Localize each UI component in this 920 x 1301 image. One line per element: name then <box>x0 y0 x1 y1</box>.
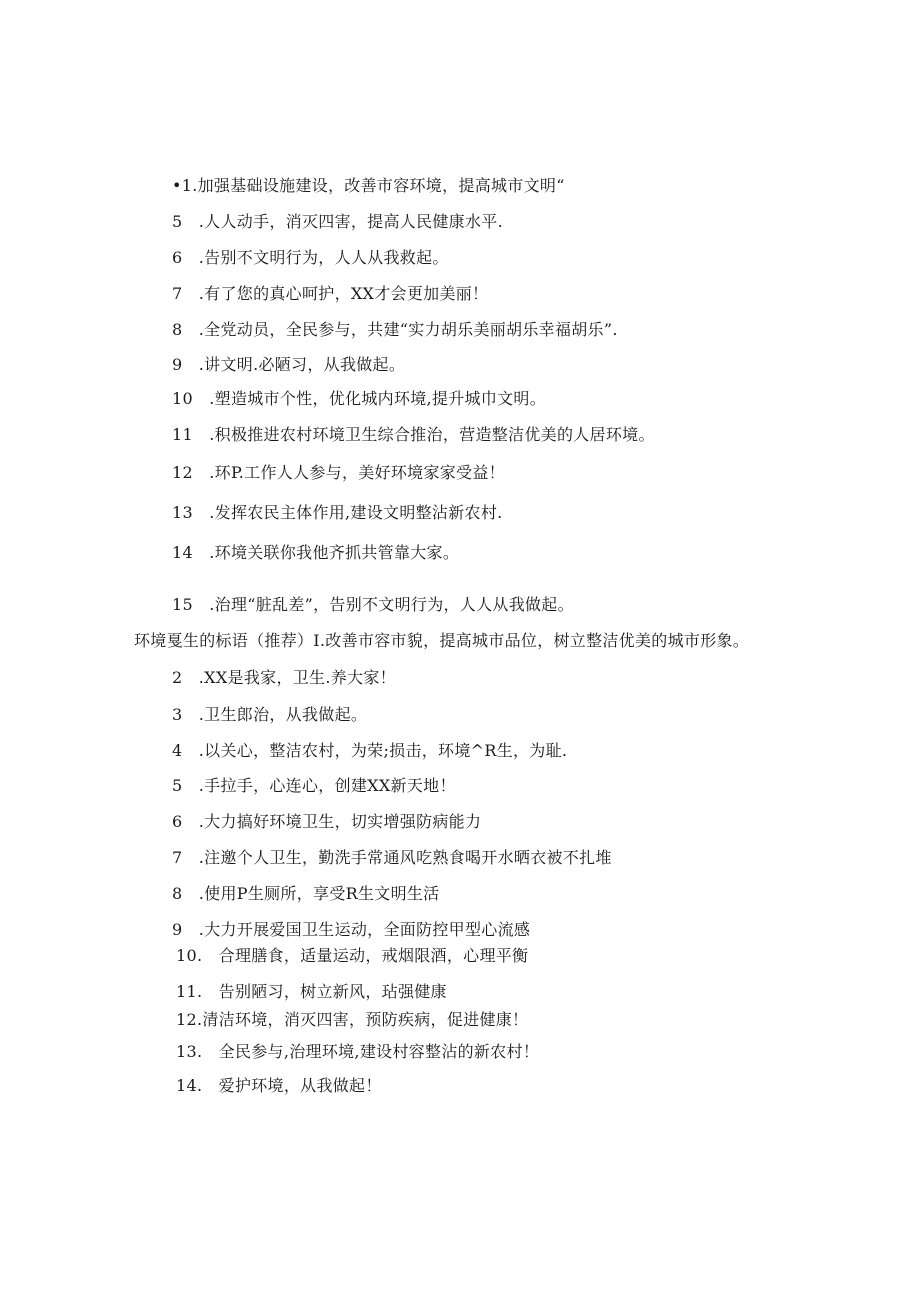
slogan-line: 12 .环P.工作人人参与，美好环境家家受益！ <box>172 463 505 482</box>
slogan-line: 10 .塑造城市个性，优化城内环境,提升城巾文明。 <box>172 389 547 408</box>
slogan-line: 8 .使用P生厕所，享受R生文明生活 <box>172 884 440 903</box>
slogan-line: 13 .发挥农民主体作用,建设文明整沾新农村. <box>172 503 503 522</box>
slogan-line: 9 .讲文明.必陋习，从我做起。 <box>172 355 406 374</box>
slogan-line: 7 .有了您的真心呵护，XX才会更加美丽！ <box>172 284 489 303</box>
slogan-line: 15 .治理“脏乱差”，告别不文明行为，人人从我做起。 <box>172 595 574 614</box>
slogan-line: 11 .积极推进农村环境卫生综合推治，营造整洁优美的人居环境。 <box>172 425 655 444</box>
slogan-line: 9 .大力开展爱国卫生运动，全面防控甲型心流感 <box>172 920 531 939</box>
slogan-line: 13. 全民参与,治理环境,建设村容整沾的新农村！ <box>176 1042 540 1061</box>
slogan-line: 4 .以关心，整洁农村，为荣;损击，环境^R生，为耻. <box>172 741 568 760</box>
slogan-line: 8 .全党动员，全民参与，共建“实力胡乐美丽胡乐幸福胡乐”. <box>172 320 618 339</box>
slogan-line: 6 .告别不文明行为，人人从我救起。 <box>172 248 449 267</box>
slogan-line: 5 .人人动手，消灭四害，提高人民健康水平. <box>172 212 503 231</box>
slogan-line: 10. 合理膳食，适量运动，戒烟限酒，心理平衡 <box>176 946 529 965</box>
slogan-line: •1.加强基础设施建设，改善市容环境，提高城市文明“ <box>172 176 565 195</box>
slogan-line: 3 .卫生郎治，从我做起。 <box>172 705 368 724</box>
section-heading-line: 环境戛生的标语（推荐）I.改善市容市貌，提高城市品位，树立整洁优美的城市形象。 <box>134 631 750 650</box>
slogan-line: 6 .大力搞好环境卫生，切实增强防病能力 <box>172 812 482 831</box>
slogan-line: 11. 告别陋习，树立新风，玷强健康 <box>176 982 447 1001</box>
slogan-line: 14. 爱护环境，从我做起！ <box>176 1076 382 1095</box>
slogan-line: 2 .XX是我家，卫生.养大家！ <box>172 668 396 687</box>
slogan-line: 14 .环境关联你我他齐抓共管靠大家。 <box>172 543 460 562</box>
slogan-line: 5 .手拉手，心连心，创建XX新天地！ <box>172 776 456 795</box>
slogan-line: 12.清洁环境，消灭四害，预防疾病，促进健康！ <box>176 1010 529 1029</box>
slogan-line: 7 .注邀个人卫生，勤洗手常通风吃熟食喝开水晒衣被不扎堆 <box>172 848 612 867</box>
